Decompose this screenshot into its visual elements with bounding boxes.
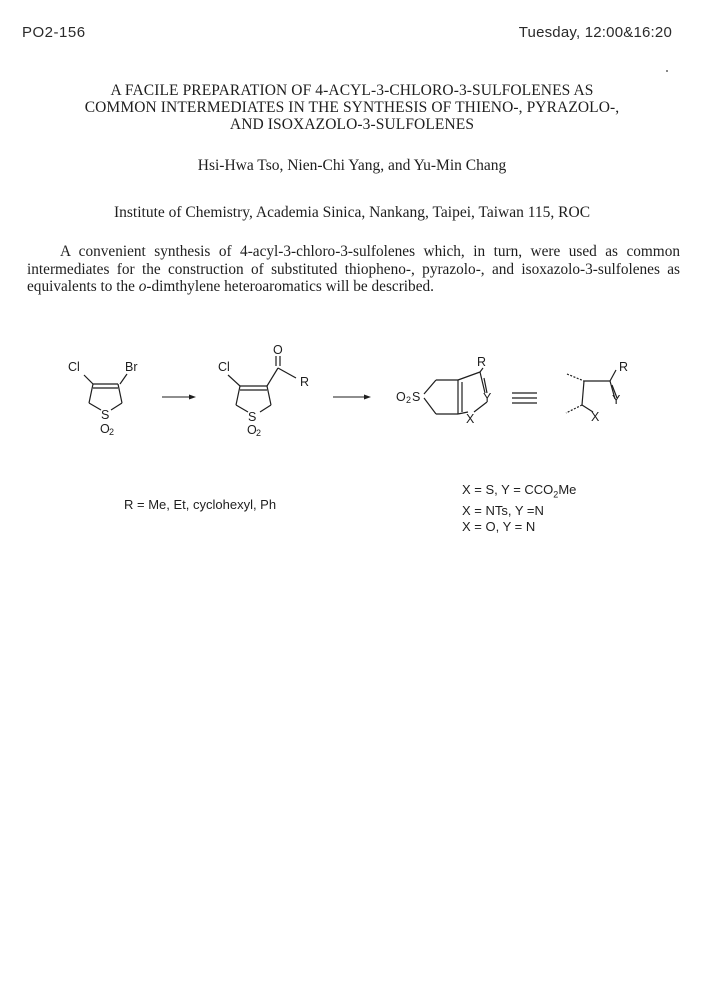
mol3-r: R (477, 355, 487, 369)
molecule-4 (566, 370, 617, 413)
mol3-x: X (466, 412, 475, 426)
abstract-text-end: -dimthylene heteroaromatics will be described. (146, 278, 434, 295)
title-line-3: AND ISOXAZOLO-3-SULFOLENES (229, 116, 475, 133)
mol3-o2s-o: O (396, 390, 406, 404)
mol3-o2s-s: S (412, 390, 421, 404)
mol1-cl: Cl (68, 360, 80, 374)
mol3-y: Y (483, 391, 492, 405)
mol2-o-sub: 2 (256, 428, 262, 438)
condition-line-1: X = S, $Y = CCO_2Me$ (462, 482, 577, 500)
mol1-o-sub: 2 (109, 427, 115, 437)
mol4-x: X (591, 410, 600, 424)
mol1-s: S (101, 408, 110, 422)
mol2-s: S (248, 410, 257, 424)
mol1-o: O (100, 422, 110, 436)
molecule-2 (228, 356, 296, 412)
title-line-1: A FACILE PREPARATION OF 4-ACYL-3-CHLORO-3-SULFOLENES AS (110, 82, 594, 99)
arrow-2-head (364, 395, 371, 400)
equivalence-sign (512, 393, 537, 403)
abstract-text: A convenient synthesis of 4-acyl-3-chloro-3-sulfolenes which, in turn, were used as common intermediates for the construction of substituted thiopheno-, pyrazolo-, and isoxazolo-3-sulfolenes as equivalents to the (27, 243, 680, 295)
mol2-r: R (300, 375, 310, 389)
condition-line-2: X = NTs, Y =N (462, 502, 544, 518)
condition-line-3: X = O, Y = N (462, 518, 536, 534)
title-line-2: COMMON INTERMEDIATES IN THE SYNTHESIS OF THIENO-, PYRAZOLO-, (84, 99, 620, 116)
mol4-r: R (619, 360, 629, 374)
arrow-1-head (189, 395, 196, 400)
authors: Hsi-Hwa Tso, Nien-Chi Yang, and Yu-Min Chang (197, 157, 507, 174)
molecule-1 (84, 374, 127, 410)
mol1-br: Br (125, 360, 138, 374)
mol2-carbonyl-o: O (273, 343, 283, 357)
session-time: Tuesday, 12:00&16:20 (518, 24, 672, 41)
mol4-y: Y (612, 393, 621, 407)
r-groups: R = Me, Et, cyclohexyl, Ph (124, 497, 277, 512)
mol2-cl: Cl (218, 360, 230, 374)
abstract-italic: o (138, 278, 147, 295)
paper-code: PO2-156 (22, 24, 86, 41)
molecule-3 (424, 368, 487, 414)
mol2-o: O (247, 423, 257, 437)
mol3-o2s-sub: 2 (406, 395, 412, 405)
xy-conditions (462, 482, 576, 535)
affiliation: Institute of Chemistry, Academia Sinica, Nankang, Taipei, Taiwan 115, ROC (113, 204, 591, 221)
